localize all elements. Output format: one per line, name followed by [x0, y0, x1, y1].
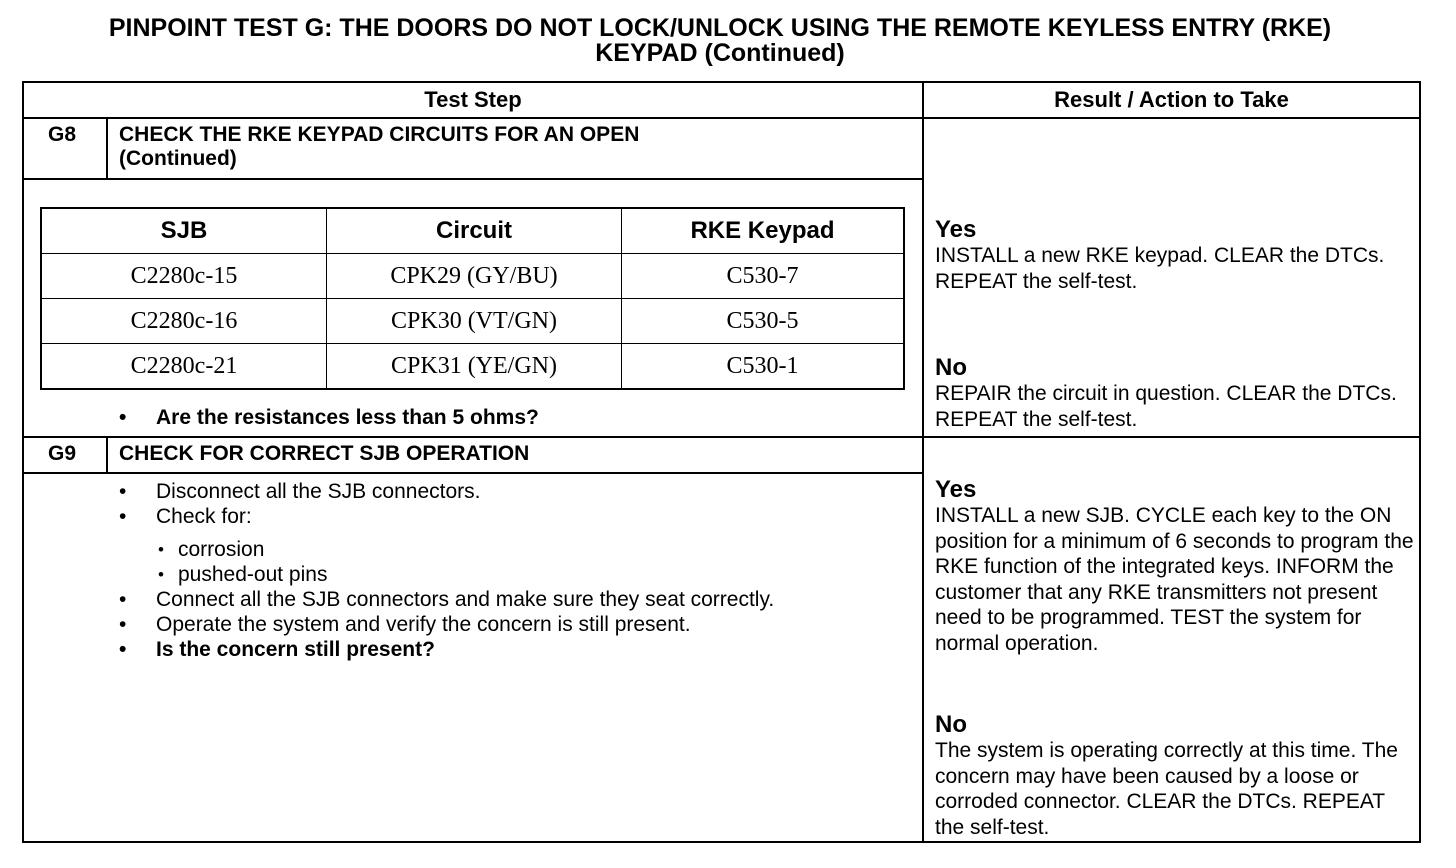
step-title-g8-line2: (Continued)	[119, 147, 237, 170]
result-no-label: No	[935, 354, 967, 381]
cell-sjb: C2280c-21	[41, 344, 327, 390]
list-item: • Disconnect all the SJB connectors.	[119, 479, 819, 504]
cell-rke-keypad: C530-5	[622, 299, 905, 344]
g9-question: • Is the concern still present?	[119, 637, 819, 662]
result-no-label: No	[935, 711, 967, 738]
g8-id-divider	[106, 117, 108, 179]
page-title	[0, 16, 1440, 66]
g8-question: • Are the resistances less than 5 ohms?	[119, 405, 539, 430]
g8-result-no	[935, 355, 1421, 432]
g8-title-divider	[24, 178, 922, 180]
table-row	[41, 299, 904, 344]
g8-result-yes	[935, 217, 1415, 294]
cell-sjb: C2280c-15	[41, 254, 327, 299]
cell-circuit: CPK29 (GY/BU)	[327, 254, 622, 299]
header-test-step: Test Step	[424, 87, 522, 112]
g9-id-divider	[106, 436, 108, 473]
cell-circuit: CPK31 (YE/GN)	[327, 344, 622, 390]
circuit-table	[40, 207, 905, 390]
g9-instructions	[119, 479, 819, 662]
result-yes-text: INSTALL a new RKE keypad. CLEAR the DTCs. REPEAT the self-test.	[935, 244, 1385, 293]
result-yes-text: INSTALL a new SJB. CYCLE each key to the ON position for a minimum of 6 seconds to program the RKE function of the integrated keys. INFORM the customer that any RKE transmitters not present need to be programmed. TEST the system for normal operation.	[935, 504, 1414, 655]
col-header-sjb: SJB	[41, 208, 327, 254]
title-line-1: PINPOINT TEST G: THE DOORS DO NOT LOCK/UNLOCK USING THE REMOTE KEYLESS ENTRY (RKE)	[108, 14, 1332, 42]
g9-sub-bullets	[156, 537, 819, 587]
table-row	[41, 344, 904, 390]
col-header-rke-keypad: RKE Keypad	[622, 208, 905, 254]
cell-sjb: C2280c-16	[41, 299, 327, 344]
cell-circuit: CPK30 (VT/GN)	[327, 299, 622, 344]
g9-bullets-after	[119, 587, 819, 662]
list-item: • Check for:	[119, 504, 819, 529]
g8-question-list	[119, 405, 539, 430]
result-no-text: REPAIR the circuit in question. CLEAR the DTCs. REPEAT the self-test.	[935, 382, 1397, 431]
list-item: • Operate the system and verify the concern is still present.	[119, 612, 819, 637]
step-title-g9: CHECK FOR CORRECT SJB OPERATION	[119, 442, 530, 465]
circuit-table-header	[41, 208, 904, 254]
step-title-g8	[119, 123, 639, 171]
result-no-text: The system is operating correctly at this time. The concern may have been caused by a loose or corroded connector. CLEAR the DTCs. REPEAT the self-test.	[935, 739, 1398, 839]
step-divider	[24, 436, 1419, 438]
column-divider	[922, 83, 924, 841]
g9-result-no	[935, 712, 1415, 840]
g9-result-yes	[935, 477, 1421, 656]
g9-title-divider	[24, 472, 922, 474]
step-id-g9: G9	[48, 442, 77, 465]
cell-rke-keypad: C530-7	[622, 254, 905, 299]
result-yes-label: Yes	[935, 476, 977, 503]
table-row	[41, 254, 904, 299]
col-header-circuit: Circuit	[327, 208, 622, 254]
step-title-g8-line1: CHECK THE RKE KEYPAD CIRCUITS FOR AN OPEN	[119, 123, 640, 146]
list-item: • Connect all the SJB connectors and make sure they seat correctly.	[119, 587, 819, 612]
result-yes-label: Yes	[935, 216, 977, 243]
list-item: • corrosion	[156, 537, 819, 562]
title-line-2: KEYPAD (Continued)	[595, 39, 845, 67]
g9-bullets	[119, 479, 819, 529]
cell-rke-keypad: C530-1	[622, 344, 905, 390]
header-result-action: Result / Action to Take	[1054, 87, 1289, 112]
pinpoint-table	[22, 81, 1421, 843]
list-item: • pushed-out pins	[156, 562, 819, 587]
step-id-g8: G8	[48, 123, 77, 146]
